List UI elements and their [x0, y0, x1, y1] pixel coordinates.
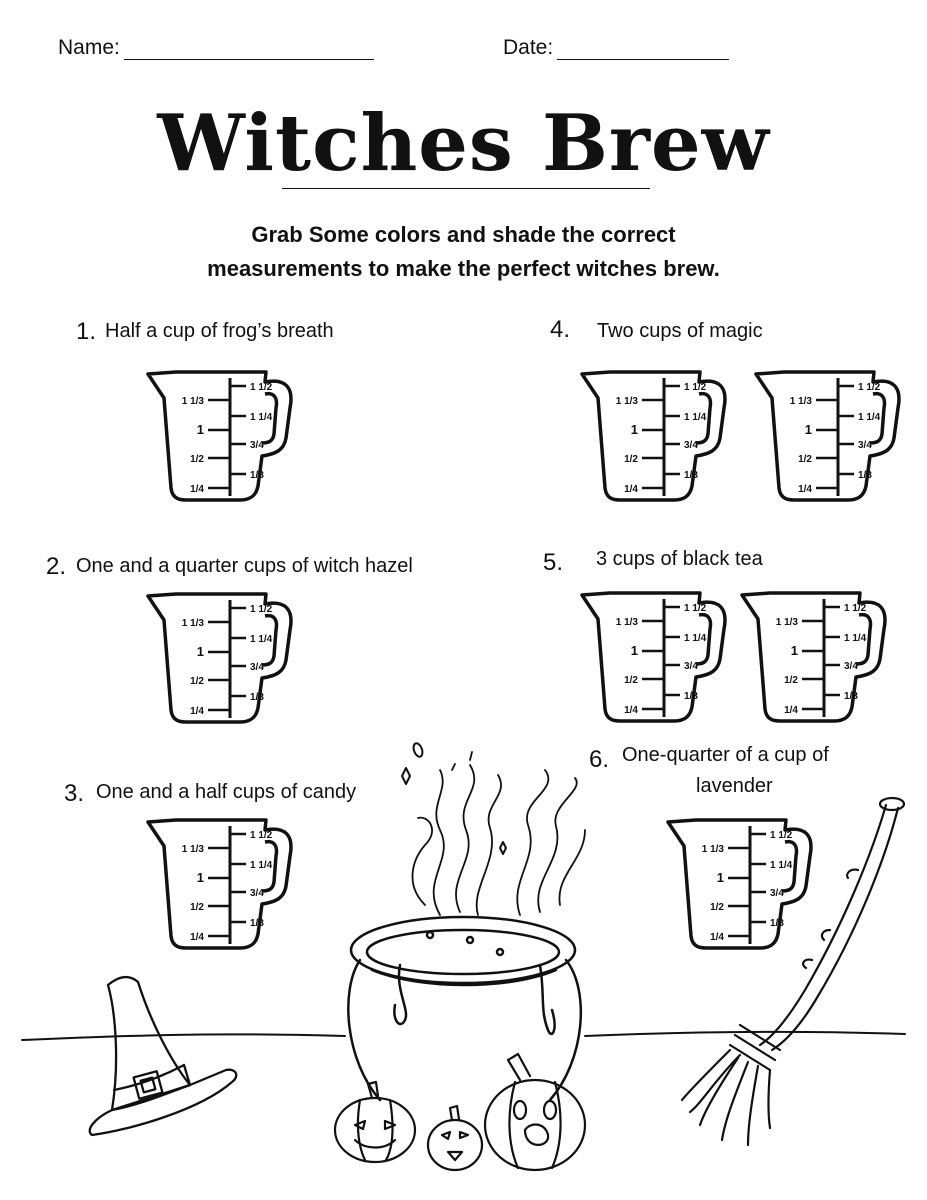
cup-label-right: 1 1/4 [684, 633, 707, 644]
date-line[interactable] [557, 41, 729, 60]
cup-label-right: 1 1/2 [684, 382, 707, 393]
cup-label-left: 1 1/3 [615, 617, 638, 628]
cup-label-right: 1 1/2 [858, 382, 881, 393]
witch-hat-icon [90, 977, 237, 1135]
cup-label-right: 1/3 [684, 470, 698, 481]
cup-label-right: 1/3 [250, 918, 264, 929]
cup-label-right: 1/3 [250, 692, 264, 703]
measuring-cup-q4-b[interactable] [754, 364, 904, 504]
cup-label-right: 1 1/2 [250, 604, 273, 615]
floor-line [22, 1032, 905, 1040]
sparkle-icon [402, 768, 410, 784]
cup-label-left: 1/2 [624, 675, 638, 686]
cup-label-left: 1 [716, 870, 724, 885]
cup-label-right: 1 1/4 [250, 634, 273, 645]
question-4-text: Two cups of magic [597, 320, 763, 342]
cup-label-right: 1 1/4 [250, 412, 273, 423]
cup-label-left: 1 [790, 643, 798, 658]
cup-label-left: 1/4 [624, 484, 638, 495]
cup-label-right: 3/4 [684, 440, 698, 451]
cup-label-left: 1/2 [798, 454, 812, 465]
cup-label-left: 1/4 [784, 705, 798, 716]
name-line[interactable] [124, 41, 374, 60]
question-3-number: 3. [64, 780, 85, 807]
measuring-cup-q5-b[interactable] [740, 585, 890, 725]
cup-label-left: 1 1/3 [789, 396, 812, 407]
cup-label-right: 1 1/2 [250, 382, 273, 393]
cup-label-left: 1/4 [710, 932, 724, 943]
question-3-text: One and a half cups of candy [96, 781, 357, 803]
cup-label-right: 1 1/4 [858, 412, 881, 423]
cup-label-right: 1/3 [684, 691, 698, 702]
cup-label-right: 1 1/4 [844, 633, 867, 644]
question-1-text: Half a cup of frog’s breath [105, 320, 334, 342]
cup-label-right: 1/3 [770, 918, 784, 929]
question-1-number: 1. [76, 318, 97, 345]
cup-label-left: 1/4 [190, 706, 204, 717]
cup-label-left: 1 [196, 870, 204, 885]
pumpkin-icon [428, 1106, 482, 1170]
cup-label-right: 1 1/4 [770, 860, 793, 871]
cup-label-left: 1/4 [190, 932, 204, 943]
instructions-line-1: Grab Some colors and shade the correct [251, 222, 676, 247]
cup-label-left: 1 [804, 422, 812, 437]
name-field[interactable] [58, 36, 374, 60]
measuring-cup-q4-a[interactable] [580, 364, 730, 504]
cup-label-left: 1 1/3 [701, 844, 724, 855]
cup-label-right: 1 1/2 [684, 603, 707, 614]
cup-label-right: 1/3 [250, 470, 264, 481]
question-6-number: 6. [589, 746, 610, 773]
cup-label-left: 1/2 [710, 902, 724, 913]
cup-label-left: 1/4 [190, 484, 204, 495]
cup-label-left: 1 1/3 [615, 396, 638, 407]
instructions [0, 218, 927, 286]
measuring-cup-q3[interactable] [146, 812, 296, 952]
cup-label-right: 3/4 [770, 888, 784, 899]
cup-label-right: 1 1/4 [250, 860, 273, 871]
cup-label-left: 1/2 [190, 676, 204, 687]
question-5-text: 3 cups of black tea [596, 548, 763, 570]
cup-label-left: 1 1/3 [181, 396, 204, 407]
cup-label-right: 1/3 [858, 470, 872, 481]
pumpkin-icon [485, 1054, 585, 1170]
date-field[interactable] [503, 36, 729, 60]
date-label: Date: [503, 36, 554, 59]
cup-label-left: 1 1/3 [181, 618, 204, 629]
instructions-line-2: measurements to make the perfect witches brew. [207, 256, 720, 281]
measuring-cup-q2[interactable] [146, 586, 296, 726]
cup-label-left: 1 1/3 [181, 844, 204, 855]
cup-label-left: 1 [196, 422, 204, 437]
question-2-text: One and a quarter cups of witch hazel [76, 555, 413, 577]
measuring-cup-q1[interactable] [146, 364, 296, 504]
question-6-text-line-2: lavender [696, 775, 773, 797]
question-5-number: 5. [543, 549, 564, 576]
cup-label-left: 1/2 [190, 902, 204, 913]
sparkle-icon [500, 842, 506, 854]
cup-label-left: 1 1/3 [775, 617, 798, 628]
cup-label-left: 1 [196, 644, 204, 659]
cup-label-left: 1/4 [798, 484, 812, 495]
cup-label-right: 1 1/2 [844, 603, 867, 614]
measuring-cup-q6[interactable] [666, 812, 816, 952]
cup-label-left: 1/2 [784, 675, 798, 686]
cup-label-right: 1 1/2 [770, 830, 793, 841]
cup-label-right: 1 1/4 [684, 412, 707, 423]
cup-label-right: 1 1/2 [250, 830, 273, 841]
cauldron-icon [348, 917, 581, 1100]
question-4-number: 4. [550, 316, 571, 343]
question-6-text-line-1: One-quarter of a cup of [622, 744, 829, 766]
cup-label-left: 1 [630, 422, 638, 437]
name-label: Name: [58, 36, 120, 59]
cup-label-right: 3/4 [684, 661, 698, 672]
measuring-cup-q5-a[interactable] [580, 585, 730, 725]
cup-label-left: 1 [630, 643, 638, 658]
cup-label-right: 3/4 [844, 661, 858, 672]
cup-label-left: 1/2 [624, 454, 638, 465]
page-title: Witches Brew [157, 98, 770, 189]
steam-swirls [412, 752, 585, 915]
cup-label-left: 1/4 [624, 705, 638, 716]
cup-label-right: 3/4 [250, 888, 264, 899]
cup-label-right: 3/4 [858, 440, 872, 451]
bubble-icon [412, 742, 424, 758]
cup-label-right: 3/4 [250, 662, 264, 673]
cup-label-left: 1/2 [190, 454, 204, 465]
question-2-number: 2. [46, 553, 67, 580]
pumpkin-icon [335, 1082, 415, 1162]
cup-label-right: 1/3 [844, 691, 858, 702]
cup-label-right: 3/4 [250, 440, 264, 451]
title-underline [282, 188, 650, 189]
